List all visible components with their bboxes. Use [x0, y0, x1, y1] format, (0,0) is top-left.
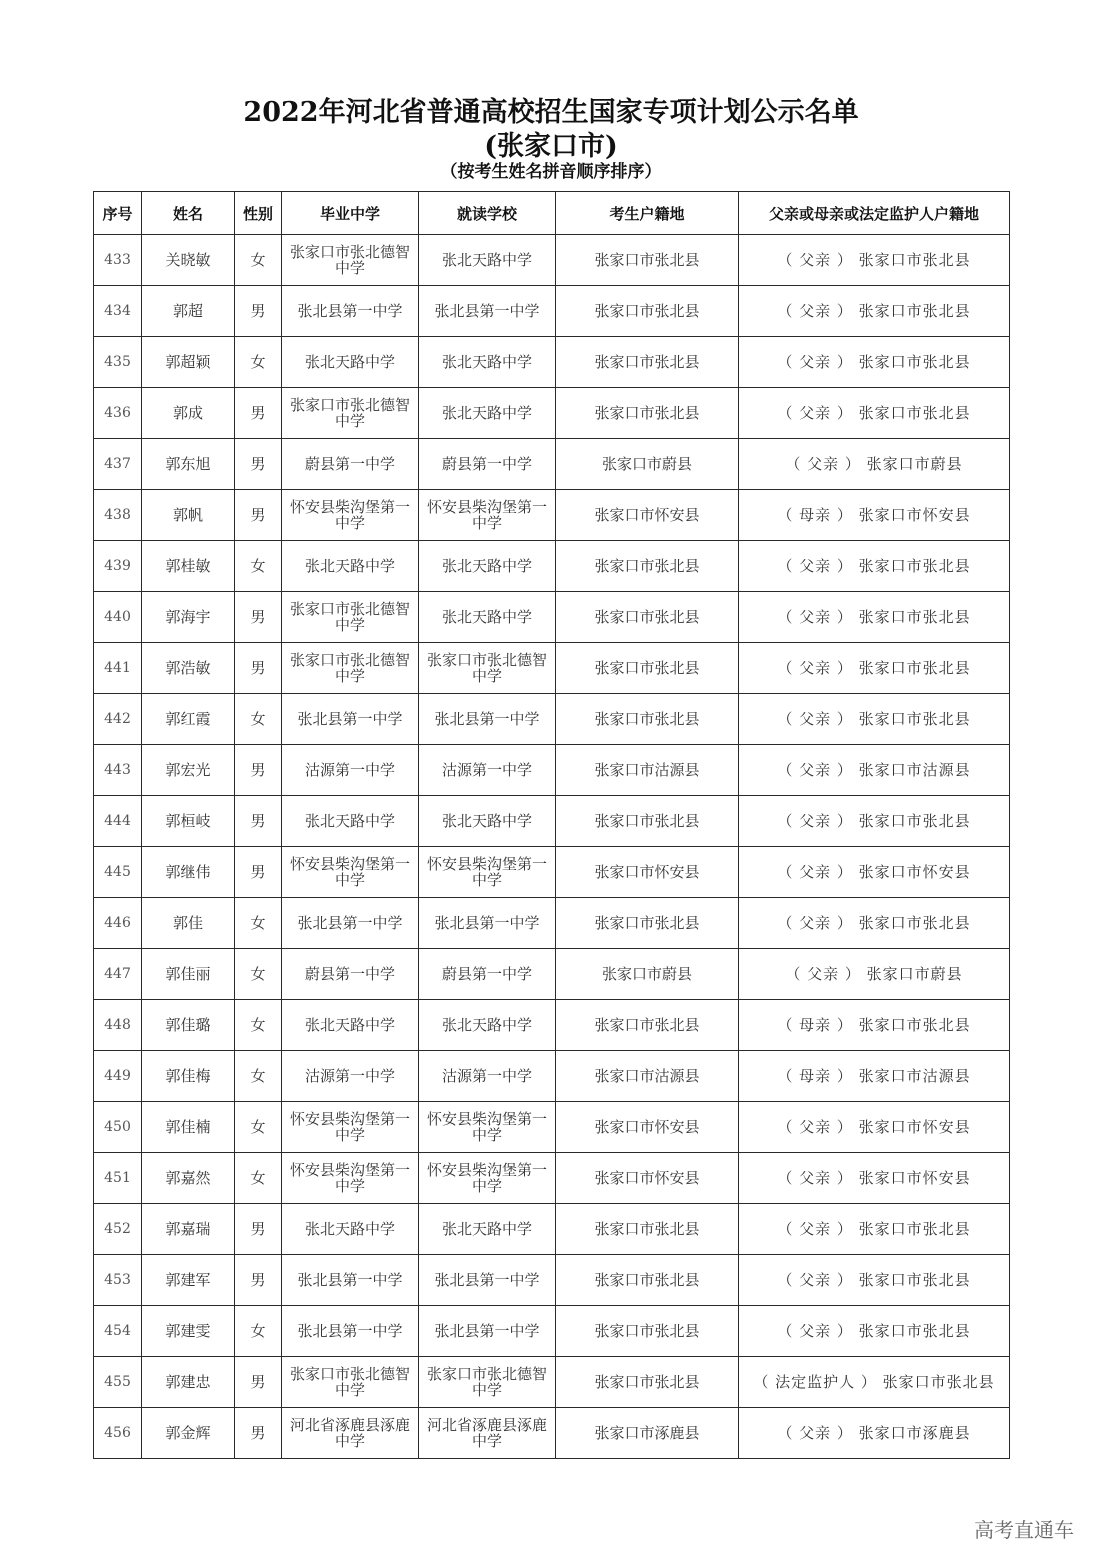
table-row	[94, 1357, 1010, 1408]
cell-gender: 女	[235, 1051, 282, 1102]
cell-grad-school: 河北省涿鹿县涿鹿中学	[282, 1408, 419, 1459]
cell-no: 451	[94, 1153, 142, 1204]
cell-parent-hukou: （ 父亲 ） 张家口市蔚县	[739, 439, 1010, 490]
cell-parent-hukou: （ 父亲 ） 张家口市张北县	[739, 1306, 1010, 1357]
cell-parent-hukou: （ 父亲 ） 张家口市张北县	[739, 1255, 1010, 1306]
cell-gender: 男	[235, 1255, 282, 1306]
table-row	[94, 796, 1010, 847]
cell-hukou: 张家口市蔚县	[556, 949, 739, 1000]
cell-gender: 男	[235, 592, 282, 643]
cell-study-school: 张北县第一中学	[419, 898, 556, 949]
cell-parent-hukou: （ 法定监护人 ） 张家口市张北县	[739, 1357, 1010, 1408]
cell-hukou: 张家口市怀安县	[556, 1102, 739, 1153]
cell-no: 437	[94, 439, 142, 490]
cell-no: 443	[94, 745, 142, 796]
cell-name: 郭成	[142, 388, 235, 439]
cell-no: 456	[94, 1408, 142, 1459]
cell-no: 447	[94, 949, 142, 1000]
cell-name: 郭建军	[142, 1255, 235, 1306]
cell-gender: 女	[235, 898, 282, 949]
cell-gender: 男	[235, 1357, 282, 1408]
col-header-hukou: 考生户籍地	[556, 192, 739, 235]
cell-name: 郭海宇	[142, 592, 235, 643]
cell-no: 441	[94, 643, 142, 694]
cell-parent-hukou: （ 父亲 ） 张家口市张北县	[739, 235, 1010, 286]
table-row	[94, 847, 1010, 898]
cell-grad-school: 张家口市张北德智中学	[282, 235, 419, 286]
cell-study-school: 张北天路中学	[419, 337, 556, 388]
cell-gender: 男	[235, 388, 282, 439]
cell-parent-hukou: （ 父亲 ） 张家口市张北县	[739, 643, 1010, 694]
cell-grad-school: 张北天路中学	[282, 541, 419, 592]
cell-parent-hukou: （ 母亲 ） 张家口市沽源县	[739, 1051, 1010, 1102]
cell-parent-hukou: （ 母亲 ） 张家口市怀安县	[739, 490, 1010, 541]
cell-hukou: 张家口市张北县	[556, 694, 739, 745]
cell-hukou: 张家口市张北县	[556, 1204, 739, 1255]
cell-grad-school: 张北县第一中学	[282, 1306, 419, 1357]
table-row	[94, 1102, 1010, 1153]
cell-hukou: 张家口市张北县	[556, 286, 739, 337]
cell-gender: 男	[235, 796, 282, 847]
cell-grad-school: 怀安县柴沟堡第一中学	[282, 490, 419, 541]
cell-no: 438	[94, 490, 142, 541]
cell-no: 435	[94, 337, 142, 388]
cell-parent-hukou: （ 父亲 ） 张家口市怀安县	[739, 847, 1010, 898]
cell-grad-school: 沽源第一中学	[282, 745, 419, 796]
cell-grad-school: 蔚县第一中学	[282, 439, 419, 490]
cell-no: 434	[94, 286, 142, 337]
table-row	[94, 745, 1010, 796]
cell-name: 郭红霞	[142, 694, 235, 745]
cell-name: 郭建忠	[142, 1357, 235, 1408]
cell-name: 郭继伟	[142, 847, 235, 898]
cell-study-school: 张北天路中学	[419, 796, 556, 847]
table-row	[94, 694, 1010, 745]
roster-table	[93, 191, 1010, 1459]
table-row	[94, 1153, 1010, 1204]
cell-study-school: 怀安县柴沟堡第一中学	[419, 490, 556, 541]
cell-gender: 男	[235, 1408, 282, 1459]
cell-parent-hukou: （ 父亲 ） 张家口市张北县	[739, 592, 1010, 643]
cell-hukou: 张家口市张北县	[556, 796, 739, 847]
cell-grad-school: 张家口市张北德智中学	[282, 643, 419, 694]
cell-study-school: 河北省涿鹿县涿鹿中学	[419, 1408, 556, 1459]
cell-grad-school: 怀安县柴沟堡第一中学	[282, 847, 419, 898]
cell-parent-hukou: （ 父亲 ） 张家口市张北县	[739, 388, 1010, 439]
cell-gender: 女	[235, 541, 282, 592]
cell-parent-hukou: （ 母亲 ） 张家口市张北县	[739, 1000, 1010, 1051]
cell-study-school: 张北天路中学	[419, 1000, 556, 1051]
cell-hukou: 张家口市张北县	[556, 898, 739, 949]
table-row	[94, 1204, 1010, 1255]
cell-hukou: 张家口市张北县	[556, 1306, 739, 1357]
cell-name: 郭浩敏	[142, 643, 235, 694]
cell-study-school: 张家口市张北德智中学	[419, 1357, 556, 1408]
table-row	[94, 1306, 1010, 1357]
cell-no: 442	[94, 694, 142, 745]
table-row	[94, 541, 1010, 592]
cell-hukou: 张家口市蔚县	[556, 439, 739, 490]
table-row	[94, 1255, 1010, 1306]
page-subtitle-city: (张家口市)	[484, 131, 618, 162]
cell-name: 郭嘉然	[142, 1153, 235, 1204]
cell-name: 郭佳楠	[142, 1102, 235, 1153]
col-header-grad-school: 毕业中学	[282, 192, 419, 235]
cell-name: 郭佳丽	[142, 949, 235, 1000]
table-row	[94, 388, 1010, 439]
table-row	[94, 235, 1010, 286]
cell-gender: 女	[235, 694, 282, 745]
cell-hukou: 张家口市张北县	[556, 1357, 739, 1408]
cell-study-school: 张北天路中学	[419, 235, 556, 286]
cell-hukou: 张家口市张北县	[556, 541, 739, 592]
cell-study-school: 张北天路中学	[419, 1204, 556, 1255]
col-header-study-school: 就读学校	[419, 192, 556, 235]
col-header-gender: 性别	[235, 192, 282, 235]
cell-parent-hukou: （ 父亲 ） 张家口市张北县	[739, 337, 1010, 388]
cell-gender: 女	[235, 235, 282, 286]
cell-hukou: 张家口市张北县	[556, 235, 739, 286]
cell-parent-hukou: （ 父亲 ） 张家口市张北县	[739, 694, 1010, 745]
cell-parent-hukou: （ 父亲 ） 张家口市蔚县	[739, 949, 1010, 1000]
cell-name: 郭建雯	[142, 1306, 235, 1357]
cell-study-school: 怀安县柴沟堡第一中学	[419, 1153, 556, 1204]
cell-study-school: 怀安县柴沟堡第一中学	[419, 1102, 556, 1153]
cell-grad-school: 张北县第一中学	[282, 286, 419, 337]
cell-parent-hukou: （ 父亲 ） 张家口市怀安县	[739, 1153, 1010, 1204]
cell-gender: 男	[235, 643, 282, 694]
cell-grad-school: 张家口市张北德智中学	[282, 1357, 419, 1408]
cell-name: 郭金辉	[142, 1408, 235, 1459]
table-row	[94, 286, 1010, 337]
table-row	[94, 1000, 1010, 1051]
cell-gender: 男	[235, 439, 282, 490]
cell-name: 郭宏光	[142, 745, 235, 796]
cell-grad-school: 张家口市张北德智中学	[282, 388, 419, 439]
cell-hukou: 张家口市张北县	[556, 388, 739, 439]
col-header-no: 序号	[94, 192, 142, 235]
cell-study-school: 沽源第一中学	[419, 1051, 556, 1102]
cell-grad-school: 张北县第一中学	[282, 1255, 419, 1306]
cell-name: 郭佳璐	[142, 1000, 235, 1051]
cell-no: 454	[94, 1306, 142, 1357]
cell-no: 436	[94, 388, 142, 439]
cell-study-school: 张北天路中学	[419, 388, 556, 439]
cell-grad-school: 张北天路中学	[282, 1204, 419, 1255]
cell-gender: 男	[235, 490, 282, 541]
cell-hukou: 张家口市张北县	[556, 1255, 739, 1306]
table-row	[94, 490, 1010, 541]
cell-grad-school: 蔚县第一中学	[282, 949, 419, 1000]
cell-study-school: 沽源第一中学	[419, 745, 556, 796]
cell-no: 448	[94, 1000, 142, 1051]
cell-gender: 女	[235, 1000, 282, 1051]
cell-no: 444	[94, 796, 142, 847]
cell-no: 449	[94, 1051, 142, 1102]
cell-gender: 女	[235, 1102, 282, 1153]
cell-no: 450	[94, 1102, 142, 1153]
table-row	[94, 643, 1010, 694]
cell-no: 453	[94, 1255, 142, 1306]
page-subtitle-sort-note: （按考生姓名拼音顺序排序）	[440, 162, 662, 182]
table-row	[94, 898, 1010, 949]
cell-hukou: 张家口市张北县	[556, 592, 739, 643]
table-row	[94, 439, 1010, 490]
cell-grad-school: 张北县第一中学	[282, 898, 419, 949]
cell-study-school: 张家口市张北德智中学	[419, 643, 556, 694]
cell-gender: 男	[235, 847, 282, 898]
cell-grad-school: 张北县第一中学	[282, 694, 419, 745]
cell-grad-school: 怀安县柴沟堡第一中学	[282, 1102, 419, 1153]
cell-study-school: 张北县第一中学	[419, 694, 556, 745]
table-row	[94, 592, 1010, 643]
cell-study-school: 蔚县第一中学	[419, 949, 556, 1000]
cell-name: 郭超	[142, 286, 235, 337]
table-row	[94, 337, 1010, 388]
cell-gender: 女	[235, 337, 282, 388]
cell-hukou: 张家口市涿鹿县	[556, 1408, 739, 1459]
table-row	[94, 1408, 1010, 1459]
cell-name: 郭桂敏	[142, 541, 235, 592]
cell-parent-hukou: （ 父亲 ） 张家口市张北县	[739, 286, 1010, 337]
cell-no: 440	[94, 592, 142, 643]
cell-name: 郭嘉瑞	[142, 1204, 235, 1255]
cell-study-school: 张北天路中学	[419, 592, 556, 643]
cell-study-school: 张北县第一中学	[419, 286, 556, 337]
cell-gender: 男	[235, 286, 282, 337]
table-header-row	[94, 192, 1010, 235]
cell-no: 445	[94, 847, 142, 898]
cell-hukou: 张家口市沽源县	[556, 1051, 739, 1102]
cell-parent-hukou: （ 父亲 ） 张家口市张北县	[739, 898, 1010, 949]
cell-grad-school: 张北天路中学	[282, 337, 419, 388]
cell-parent-hukou: （ 父亲 ） 张家口市怀安县	[739, 1102, 1010, 1153]
cell-gender: 女	[235, 949, 282, 1000]
cell-gender: 男	[235, 745, 282, 796]
cell-study-school: 张北县第一中学	[419, 1255, 556, 1306]
table-row	[94, 1051, 1010, 1102]
cell-grad-school: 张北天路中学	[282, 796, 419, 847]
col-header-parent-hukou: 父亲或母亲或法定监护人户籍地	[739, 192, 1010, 235]
cell-name: 郭佳梅	[142, 1051, 235, 1102]
cell-hukou: 张家口市沽源县	[556, 745, 739, 796]
cell-name: 郭帆	[142, 490, 235, 541]
cell-no: 433	[94, 235, 142, 286]
cell-parent-hukou: （ 父亲 ） 张家口市张北县	[739, 796, 1010, 847]
cell-name: 郭桓岐	[142, 796, 235, 847]
cell-gender: 女	[235, 1306, 282, 1357]
cell-name: 郭东旭	[142, 439, 235, 490]
cell-grad-school: 张家口市张北德智中学	[282, 592, 419, 643]
cell-parent-hukou: （ 父亲 ） 张家口市沽源县	[739, 745, 1010, 796]
cell-grad-school: 怀安县柴沟堡第一中学	[282, 1153, 419, 1204]
cell-no: 439	[94, 541, 142, 592]
cell-no: 446	[94, 898, 142, 949]
cell-grad-school: 沽源第一中学	[282, 1051, 419, 1102]
page-title: 2022年河北省普通高校招生国家专项计划公示名单	[243, 97, 859, 128]
watermark: 高考直通车	[974, 1518, 1074, 1542]
table-row	[94, 949, 1010, 1000]
cell-gender: 女	[235, 1153, 282, 1204]
cell-parent-hukou: （ 父亲 ） 张家口市涿鹿县	[739, 1408, 1010, 1459]
cell-hukou: 张家口市张北县	[556, 1000, 739, 1051]
cell-name: 关晓敏	[142, 235, 235, 286]
cell-no: 452	[94, 1204, 142, 1255]
cell-hukou: 张家口市怀安县	[556, 847, 739, 898]
cell-name: 郭佳	[142, 898, 235, 949]
cell-grad-school: 张北天路中学	[282, 1000, 419, 1051]
cell-parent-hukou: （ 父亲 ） 张家口市张北县	[739, 1204, 1010, 1255]
cell-hukou: 张家口市怀安县	[556, 490, 739, 541]
cell-study-school: 张北天路中学	[419, 541, 556, 592]
col-header-name: 姓名	[142, 192, 235, 235]
cell-gender: 男	[235, 1204, 282, 1255]
cell-study-school: 张北县第一中学	[419, 1306, 556, 1357]
cell-hukou: 张家口市张北县	[556, 643, 739, 694]
cell-hukou: 张家口市怀安县	[556, 1153, 739, 1204]
cell-no: 455	[94, 1357, 142, 1408]
cell-hukou: 张家口市张北县	[556, 337, 739, 388]
cell-study-school: 怀安县柴沟堡第一中学	[419, 847, 556, 898]
cell-study-school: 蔚县第一中学	[419, 439, 556, 490]
cell-parent-hukou: （ 父亲 ） 张家口市张北县	[739, 541, 1010, 592]
cell-name: 郭超颖	[142, 337, 235, 388]
